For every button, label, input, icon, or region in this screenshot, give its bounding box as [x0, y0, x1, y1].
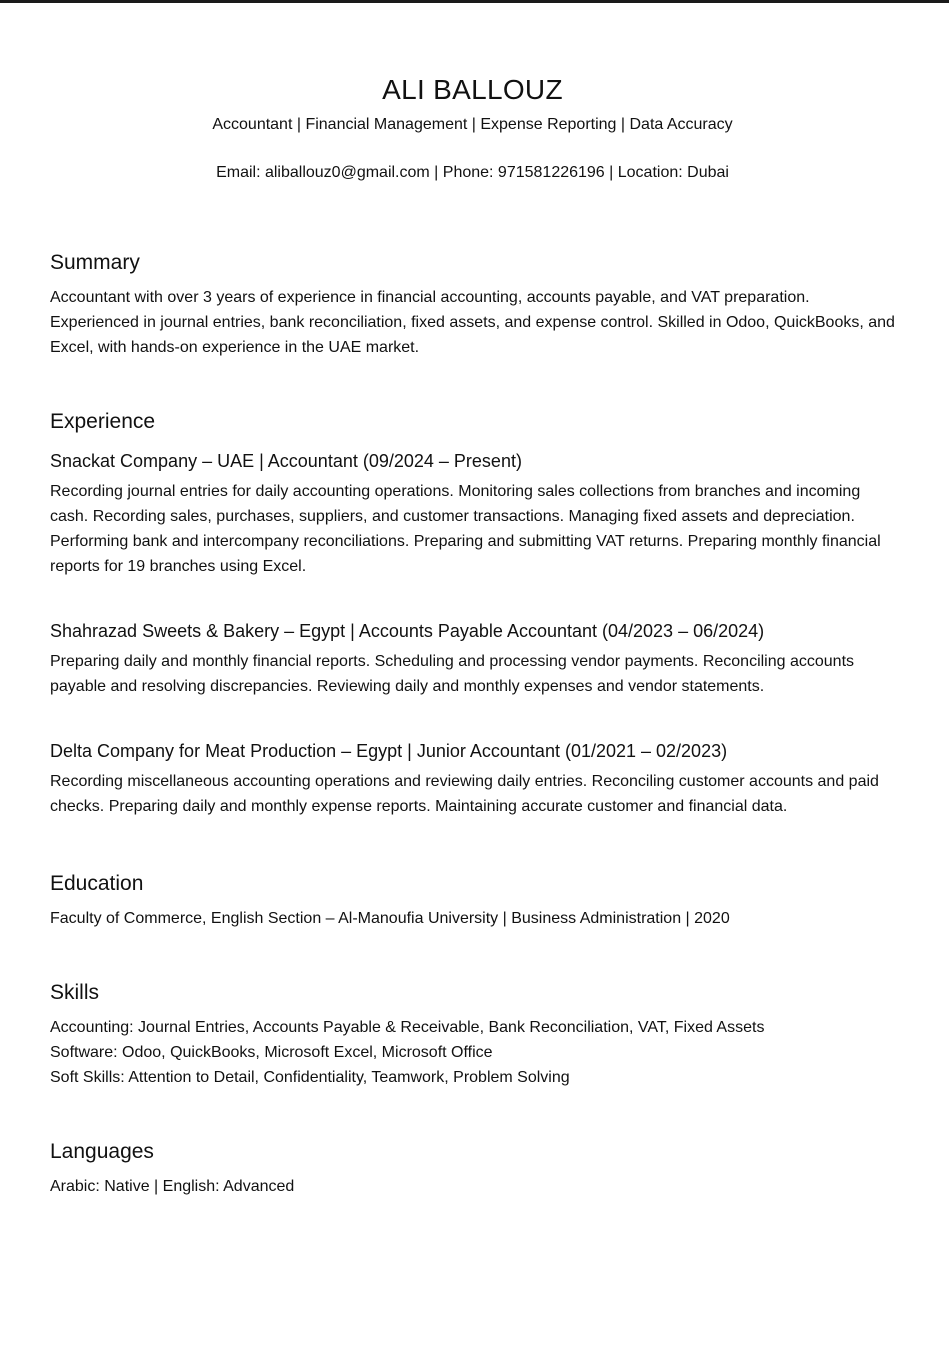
- contact-info: Email: aliballouz0@gmail.com | Phone: 971581226196 | Location: Dubai: [216, 164, 729, 181]
- languages-text: Arabic: Native | English: Advanced: [50, 1178, 295, 1195]
- skills-heading: Skills: [50, 981, 100, 1004]
- job-description: Recording journal entries for daily accounting operations. Monitoring sales collections from branches and incoming cash. Recording sales, purchases, suppliers, and customer transactions. Managing fixed assets and depreciation. Performing bank and intercompany reconciliations. Preparing and submitting VAT returns. Preparing monthly financial reports for 19 branches using Excel.: [50, 483, 881, 575]
- skill-line: Accounting: Journal Entries, Accounts Payable & Receivable, Bank Reconciliation, VAT, Fixed Assets: [50, 1019, 765, 1036]
- skill-line: Software: Odoo, QuickBooks, Microsoft Excel, Microsoft Office: [50, 1044, 493, 1061]
- education-heading: Education: [50, 872, 144, 895]
- resume-tagline: Accountant | Financial Management | Expense Reporting | Data Accuracy: [212, 116, 733, 133]
- job-heading: Delta Company for Meat Production – Egypt | Junior Accountant (01/2021 – 02/2023): [50, 741, 728, 761]
- languages-heading: Languages: [50, 1140, 154, 1163]
- skills-list: [50, 1015, 900, 1090]
- job-heading: Snackat Company – UAE | Accountant (09/2024 – Present): [50, 451, 522, 471]
- job-description: Recording miscellaneous accounting operations and reviewing daily entries. Reconciling customer accounts and paid checks. Preparing daily and monthly expense reports. Maintaining accurate customer and financial data.: [50, 773, 879, 815]
- resume-name: ALI BALLOUZ: [382, 74, 563, 105]
- education-text: Faculty of Commerce, English Section – Al-Manoufia University | Business Administration | 2020: [50, 910, 730, 927]
- summary-text: Accountant with over 3 years of experience in financial accounting, accounts payable, and VAT preparation. Experienced in journal entries, bank reconciliation, fixed assets, and expense control. Skilled in Odoo, QuickBooks, and Excel, with hands-on experience in the UAE market.: [50, 289, 895, 356]
- experience-heading: Experience: [50, 410, 156, 433]
- summary-heading: Summary: [50, 251, 140, 274]
- skill-line: Soft Skills: Attention to Detail, Confidentiality, Teamwork, Problem Solving: [50, 1069, 570, 1086]
- job-description: Preparing daily and monthly financial reports. Scheduling and processing vendor payments. Reconciling accounts payable and resolving discrepancies. Reviewing daily and monthly expenses and vendor statements.: [50, 653, 855, 695]
- job-heading: Shahrazad Sweets & Bakery – Egypt | Accounts Payable Accountant (04/2023 – 06/2024): [50, 621, 765, 641]
